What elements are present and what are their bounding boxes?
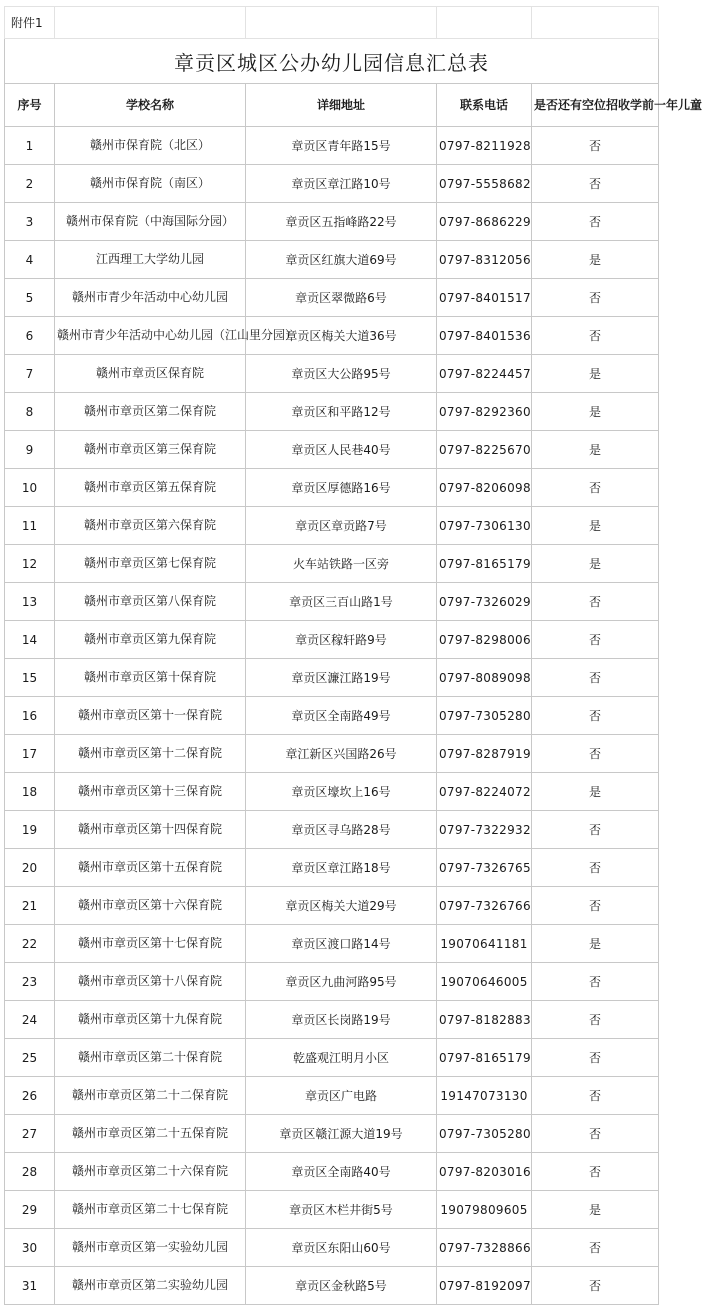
cell-vacancy: 否 — [532, 811, 659, 849]
empty-cell — [437, 7, 532, 39]
cell-address: 章贡区大公路95号 — [246, 355, 437, 393]
cell-address: 乾盛观江明月小区 — [246, 1039, 437, 1077]
table-row — [5, 507, 659, 545]
table-row — [5, 127, 659, 165]
cell-address: 章贡区红旗大道69号 — [246, 241, 437, 279]
cell-phone: 0797-8192097 — [437, 1267, 532, 1305]
header-phone: 联系电话 — [437, 84, 532, 127]
cell-phone: 0797-8165179 — [437, 545, 532, 583]
cell-address: 章贡区壕坎上16号 — [246, 773, 437, 811]
cell-school-name: 赣州市章贡区第十五保育院 — [55, 849, 246, 887]
cell-school-name: 赣州市章贡区第十二保育院 — [55, 735, 246, 773]
cell-vacancy: 否 — [532, 621, 659, 659]
cell-address: 章贡区全南路40号 — [246, 1153, 437, 1191]
table-row — [5, 849, 659, 887]
cell-address: 章贡区赣江源大道19号 — [246, 1115, 437, 1153]
cell-vacancy: 否 — [532, 165, 659, 203]
table-row — [5, 469, 659, 507]
cell-phone: 0797-8287919 — [437, 735, 532, 773]
cell-seq: 20 — [5, 849, 55, 887]
table-row — [5, 735, 659, 773]
table-row — [5, 1229, 659, 1267]
cell-address: 章贡区梅关大道36号 — [246, 317, 437, 355]
cell-phone: 0797-8686229 — [437, 203, 532, 241]
cell-address: 章贡区寻乌路28号 — [246, 811, 437, 849]
cell-address: 章贡区五指峰路22号 — [246, 203, 437, 241]
cell-address: 章贡区三百山路1号 — [246, 583, 437, 621]
table-row — [5, 621, 659, 659]
empty-cell — [55, 7, 246, 39]
cell-seq: 23 — [5, 963, 55, 1001]
cell-school-name: 赣州市章贡区第十四保育院 — [55, 811, 246, 849]
table-row — [5, 773, 659, 811]
cell-vacancy: 否 — [532, 279, 659, 317]
cell-seq: 26 — [5, 1077, 55, 1115]
table-row — [5, 1039, 659, 1077]
table-title: 章贡区城区公办幼儿园信息汇总表 — [5, 39, 659, 84]
cell-phone: 0797-8298006 — [437, 621, 532, 659]
cell-phone: 0797-7306130 — [437, 507, 532, 545]
cell-address: 章贡区章江路18号 — [246, 849, 437, 887]
cell-seq: 13 — [5, 583, 55, 621]
cell-seq: 22 — [5, 925, 55, 963]
cell-school-name: 赣州市章贡区第二十六保育院 — [55, 1153, 246, 1191]
cell-phone: 0797-8292360 — [437, 393, 532, 431]
cell-seq: 8 — [5, 393, 55, 431]
header-school-name: 学校名称 — [55, 84, 246, 127]
cell-vacancy: 否 — [532, 1001, 659, 1039]
cell-school-name: 赣州市章贡区第十一保育院 — [55, 697, 246, 735]
cell-seq: 17 — [5, 735, 55, 773]
cell-vacancy: 否 — [532, 317, 659, 355]
cell-address: 章贡区和平路12号 — [246, 393, 437, 431]
cell-school-name: 赣州市章贡区第二保育院 — [55, 393, 246, 431]
cell-seq: 24 — [5, 1001, 55, 1039]
cell-school-name: 赣州市青少年活动中心幼儿园 — [55, 279, 246, 317]
cell-address: 章贡区东阳山60号 — [246, 1229, 437, 1267]
cell-vacancy: 否 — [532, 887, 659, 925]
cell-school-name: 赣州市章贡区第九保育院 — [55, 621, 246, 659]
table-row — [5, 1001, 659, 1039]
table-row — [5, 697, 659, 735]
cell-address: 章贡区濂江路19号 — [246, 659, 437, 697]
cell-seq: 12 — [5, 545, 55, 583]
table-row — [5, 963, 659, 1001]
cell-address: 章江新区兴国路26号 — [246, 735, 437, 773]
cell-seq: 15 — [5, 659, 55, 697]
cell-seq: 5 — [5, 279, 55, 317]
cell-vacancy: 是 — [532, 393, 659, 431]
cell-school-name: 赣州市青少年活动中心幼儿园（江山里分园） — [55, 317, 246, 355]
cell-seq: 4 — [5, 241, 55, 279]
cell-address: 章贡区木栏井街5号 — [246, 1191, 437, 1229]
cell-address: 章贡区全南路49号 — [246, 697, 437, 735]
cell-seq: 28 — [5, 1153, 55, 1191]
table-row — [5, 545, 659, 583]
table-row — [5, 1267, 659, 1305]
cell-school-name: 赣州市章贡区第二十七保育院 — [55, 1191, 246, 1229]
table-row — [5, 317, 659, 355]
cell-phone: 0797-8089098 — [437, 659, 532, 697]
table-row — [5, 811, 659, 849]
cell-address: 章贡区九曲河路95号 — [246, 963, 437, 1001]
table-row — [5, 1077, 659, 1115]
table-row — [5, 393, 659, 431]
cell-school-name: 赣州市章贡区第十三保育院 — [55, 773, 246, 811]
cell-school-name: 赣州市保育院（南区） — [55, 165, 246, 203]
cell-address: 章贡区广电路 — [246, 1077, 437, 1115]
cell-seq: 6 — [5, 317, 55, 355]
cell-phone: 0797-8206098 — [437, 469, 532, 507]
cell-school-name: 赣州市保育院（北区） — [55, 127, 246, 165]
cell-school-name: 赣州市章贡区第三保育院 — [55, 431, 246, 469]
cell-school-name: 赣州市章贡区保育院 — [55, 355, 246, 393]
cell-phone: 19147073130 — [437, 1077, 532, 1115]
cell-phone: 0797-5558682 — [437, 165, 532, 203]
cell-school-name: 赣州市章贡区第六保育院 — [55, 507, 246, 545]
cell-vacancy: 是 — [532, 773, 659, 811]
cell-vacancy: 否 — [532, 127, 659, 165]
cell-phone: 0797-8182883 — [437, 1001, 532, 1039]
cell-address: 章贡区青年路15号 — [246, 127, 437, 165]
cell-vacancy: 否 — [532, 963, 659, 1001]
cell-school-name: 赣州市章贡区第十七保育院 — [55, 925, 246, 963]
cell-vacancy: 是 — [532, 1191, 659, 1229]
cell-seq: 21 — [5, 887, 55, 925]
cell-phone: 19079809605 — [437, 1191, 532, 1229]
cell-address: 章贡区人民巷40号 — [246, 431, 437, 469]
cell-seq: 3 — [5, 203, 55, 241]
cell-seq: 2 — [5, 165, 55, 203]
table-row — [5, 355, 659, 393]
cell-school-name: 赣州市章贡区第二十二保育院 — [55, 1077, 246, 1115]
cell-address: 章贡区梅关大道29号 — [246, 887, 437, 925]
cell-seq: 18 — [5, 773, 55, 811]
table-row — [5, 165, 659, 203]
table-row — [5, 887, 659, 925]
cell-school-name: 赣州市章贡区第八保育院 — [55, 583, 246, 621]
header-address: 详细地址 — [246, 84, 437, 127]
cell-phone: 0797-8401517 — [437, 279, 532, 317]
cell-vacancy: 是 — [532, 241, 659, 279]
cell-phone: 0797-7326766 — [437, 887, 532, 925]
cell-vacancy: 否 — [532, 1115, 659, 1153]
cell-seq: 9 — [5, 431, 55, 469]
table-row — [5, 431, 659, 469]
cell-seq: 11 — [5, 507, 55, 545]
table-row — [5, 1191, 659, 1229]
table-row — [5, 203, 659, 241]
table-row — [5, 1153, 659, 1191]
cell-vacancy: 是 — [532, 431, 659, 469]
cell-phone: 0797-8203016 — [437, 1153, 532, 1191]
cell-vacancy: 否 — [532, 1039, 659, 1077]
cell-address: 章贡区渡口路14号 — [246, 925, 437, 963]
table-row — [5, 925, 659, 963]
cell-seq: 10 — [5, 469, 55, 507]
cell-phone: 0797-7305280 — [437, 1115, 532, 1153]
cell-phone: 0797-8401536 — [437, 317, 532, 355]
empty-cell — [246, 7, 437, 39]
cell-phone: 19070641181 — [437, 925, 532, 963]
cell-seq: 16 — [5, 697, 55, 735]
cell-vacancy: 否 — [532, 735, 659, 773]
table-row — [5, 241, 659, 279]
cell-phone: 0797-8225670 — [437, 431, 532, 469]
cell-school-name: 赣州市章贡区第十保育院 — [55, 659, 246, 697]
cell-address: 章贡区长岗路19号 — [246, 1001, 437, 1039]
cell-phone: 0797-8224072 — [437, 773, 532, 811]
cell-phone: 0797-7328866 — [437, 1229, 532, 1267]
cell-phone: 0797-7305280 — [437, 697, 532, 735]
cell-address: 章贡区金秋路5号 — [246, 1267, 437, 1305]
cell-vacancy: 否 — [532, 697, 659, 735]
cell-school-name: 赣州市章贡区第二十五保育院 — [55, 1115, 246, 1153]
table-row — [5, 659, 659, 697]
cell-phone: 0797-8224457 — [437, 355, 532, 393]
cell-phone: 19070646005 — [437, 963, 532, 1001]
kindergarten-info-table — [4, 6, 702, 1305]
cell-seq: 1 — [5, 127, 55, 165]
cell-school-name: 赣州市章贡区第十九保育院 — [55, 1001, 246, 1039]
cell-address: 章贡区翠微路6号 — [246, 279, 437, 317]
cell-address: 章贡区章贡路7号 — [246, 507, 437, 545]
cell-school-name: 赣州市章贡区第七保育院 — [55, 545, 246, 583]
cell-seq: 30 — [5, 1229, 55, 1267]
cell-school-name: 赣州市章贡区第十八保育院 — [55, 963, 246, 1001]
title-row — [5, 39, 659, 84]
cell-school-name: 赣州市章贡区第二实验幼儿园 — [55, 1267, 246, 1305]
attachment-label: 附件1 — [5, 7, 55, 39]
header-row — [5, 84, 659, 127]
table-row — [5, 1115, 659, 1153]
cell-seq: 7 — [5, 355, 55, 393]
empty-cell — [532, 7, 659, 39]
cell-seq: 14 — [5, 621, 55, 659]
cell-vacancy: 否 — [532, 203, 659, 241]
cell-school-name: 赣州市章贡区第一实验幼儿园 — [55, 1229, 246, 1267]
header-vacancy: 是否还有空位招收学前一年儿童 — [532, 84, 659, 127]
cell-vacancy: 否 — [532, 659, 659, 697]
cell-phone: 0797-7322932 — [437, 811, 532, 849]
cell-seq: 31 — [5, 1267, 55, 1305]
cell-seq: 19 — [5, 811, 55, 849]
cell-vacancy: 是 — [532, 925, 659, 963]
cell-address: 火车站铁路一区旁 — [246, 545, 437, 583]
cell-vacancy: 否 — [532, 1267, 659, 1305]
cell-vacancy: 否 — [532, 849, 659, 887]
cell-vacancy: 是 — [532, 545, 659, 583]
cell-vacancy: 否 — [532, 1229, 659, 1267]
table-row — [5, 279, 659, 317]
cell-vacancy: 否 — [532, 583, 659, 621]
cell-school-name: 赣州市保育院（中海国际分园） — [55, 203, 246, 241]
cell-school-name: 赣州市章贡区第二十保育院 — [55, 1039, 246, 1077]
cell-school-name: 赣州市章贡区第十六保育院 — [55, 887, 246, 925]
cell-seq: 29 — [5, 1191, 55, 1229]
cell-vacancy: 是 — [532, 355, 659, 393]
cell-school-name: 赣州市章贡区第五保育院 — [55, 469, 246, 507]
cell-phone: 0797-7326765 — [437, 849, 532, 887]
cell-vacancy: 否 — [532, 469, 659, 507]
cell-vacancy: 是 — [532, 507, 659, 545]
cell-phone: 0797-7326029 — [437, 583, 532, 621]
table-row — [5, 583, 659, 621]
attachment-row — [5, 7, 659, 39]
cell-vacancy: 否 — [532, 1153, 659, 1191]
cell-school-name: 江西理工大学幼儿园 — [55, 241, 246, 279]
cell-address: 章贡区稼轩路9号 — [246, 621, 437, 659]
cell-phone: 0797-8312056 — [437, 241, 532, 279]
cell-address: 章贡区厚德路16号 — [246, 469, 437, 507]
cell-phone: 0797-8211928 — [437, 127, 532, 165]
cell-phone: 0797-8165179 — [437, 1039, 532, 1077]
cell-seq: 27 — [5, 1115, 55, 1153]
cell-seq: 25 — [5, 1039, 55, 1077]
header-seq: 序号 — [5, 84, 55, 127]
cell-address: 章贡区章江路10号 — [246, 165, 437, 203]
cell-vacancy: 否 — [532, 1077, 659, 1115]
